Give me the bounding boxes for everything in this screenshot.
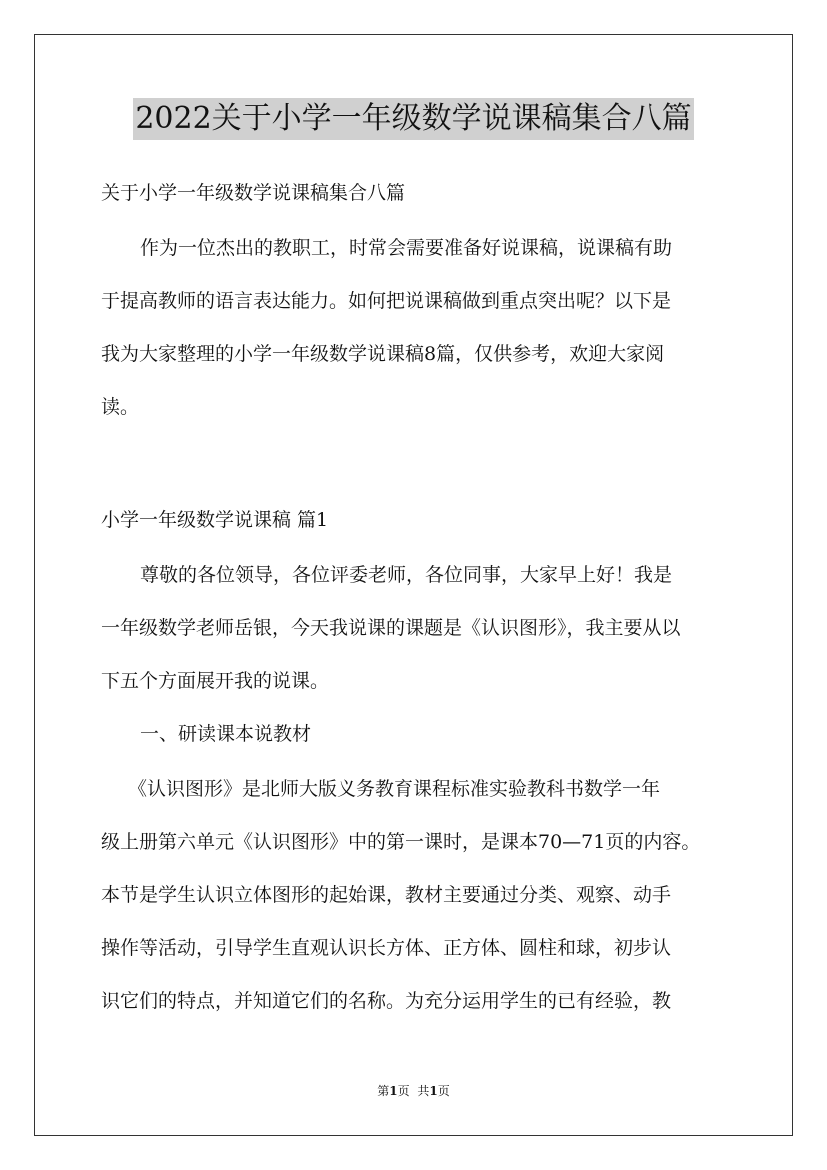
- para2-line-3: 本节是学生认识立体图形的起始课，教材主要通过分类、观察、动手: [101, 884, 672, 906]
- document-subtitle: 关于小学一年级数学说课稿集合八篇: [101, 182, 406, 204]
- footer-page-number: 1: [389, 1084, 398, 1098]
- intro-line-2: 于提高教师的语言表达能力。如何把说课稿做到重点突出呢？以下是: [101, 290, 672, 312]
- para1-line-2: 一年级数学老师岳银，今天我说课的课题是《认识图形》，我主要从以: [101, 617, 681, 639]
- page-footer: [0, 1083, 827, 1099]
- document-title-text: 2022关于小学一年级数学说课稿集合八篇: [133, 98, 693, 140]
- para1-line-1: 尊敬的各位领导，各位评委老师，各位同事，大家早上好！我是: [140, 564, 673, 586]
- footer-total-number: 1: [429, 1084, 438, 1098]
- para2-line-2: 级上册第六单元《认识图形》中的第一课时，是课本70—71页的内容。: [101, 831, 701, 853]
- intro-line-4: 读。: [101, 396, 140, 418]
- para2-line-4: 操作等活动，引导学生直观认识长方体、正方体、圆柱和球，初步认: [101, 937, 672, 959]
- intro-line-1: 作为一位杰出的教职工，时常会需要准备好说课稿，说课稿有助: [140, 237, 673, 259]
- para2-line-5: 识它们的特点，并知道它们的名称。为充分运用学生的已有经验，教: [101, 990, 672, 1012]
- footer-page-prefix: 第: [377, 1084, 390, 1098]
- document-title: [0, 98, 827, 140]
- subheading: 一、研读课本说教材: [140, 723, 312, 745]
- para1-line-3: 下五个方面展开我的说课。: [101, 670, 330, 692]
- footer-total-suffix: 页: [437, 1084, 450, 1098]
- para2-line-1: 《认识图形》是北师大版义务教育课程标准实验教科书数学一年: [128, 778, 661, 800]
- section-heading: 小学一年级数学说课稿 篇1: [101, 509, 329, 531]
- footer-page-suffix: 页: [397, 1084, 410, 1098]
- intro-line-3: 我为大家整理的小学一年级数学说课稿8篇，仅供参考，欢迎大家阅: [101, 343, 665, 365]
- footer-total-prefix: 共: [417, 1084, 430, 1098]
